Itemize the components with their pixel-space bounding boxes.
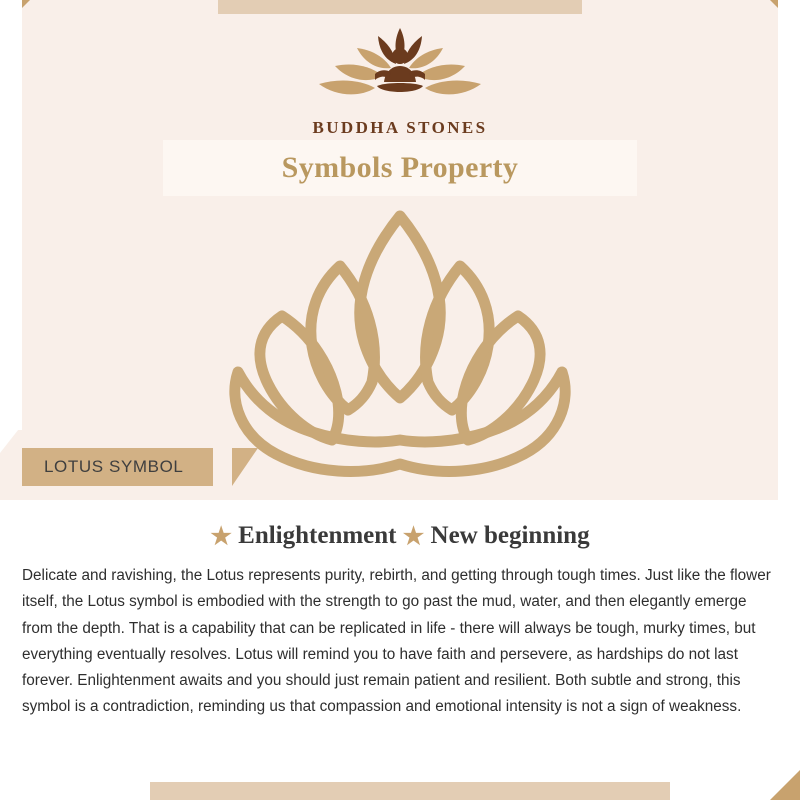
brand-header	[0, 22, 800, 138]
star-icon-left: ★	[210, 524, 232, 550]
headline-second-term: New beginning	[430, 522, 590, 549]
brand-name: BUDDHA STONES	[312, 118, 488, 137]
lotus-flower-icon	[190, 196, 610, 486]
description-panel	[0, 500, 800, 782]
page-title: Symbols Property	[281, 151, 519, 184]
ribbon-label: LOTUS SYMBOL	[44, 457, 184, 476]
lotus-meditation-figure-icon	[0, 22, 800, 114]
bottom-decorative-band	[150, 782, 670, 800]
bottom-left-strip	[0, 782, 150, 800]
title-plate	[163, 140, 637, 196]
star-icon-middle: ★	[402, 524, 425, 550]
lotus-symbol-ribbon	[22, 448, 213, 486]
top-decorative-band	[218, 0, 582, 14]
headline-first-term: Enlightenment	[238, 522, 397, 549]
left-edge-diagonal	[0, 425, 22, 453]
description-body: Delicate and ravishing, the Lotus represents purity, rebirth, and getting through tough times. Just like the flower itself, the Lotus symbol is embodied with the strength to go past the mud, water, and then elegantly emerge from the depth. That is a capability that can be replicated in life - there will always be tough, murky times, but everything eventually resolves. Lotus will remind you to have faith and persevere, as hardships do not last forever. Enlightenment awaits and you should just remain patient and resilient. Both subtle and strong, this symbol is a contradiction, reminding us that compassion and emotional intensity is not a sign of weakness.	[22, 567, 771, 716]
ribbon-tail	[232, 448, 258, 486]
description-headline	[0, 522, 800, 551]
corner-accent-bottom-right	[770, 770, 800, 800]
